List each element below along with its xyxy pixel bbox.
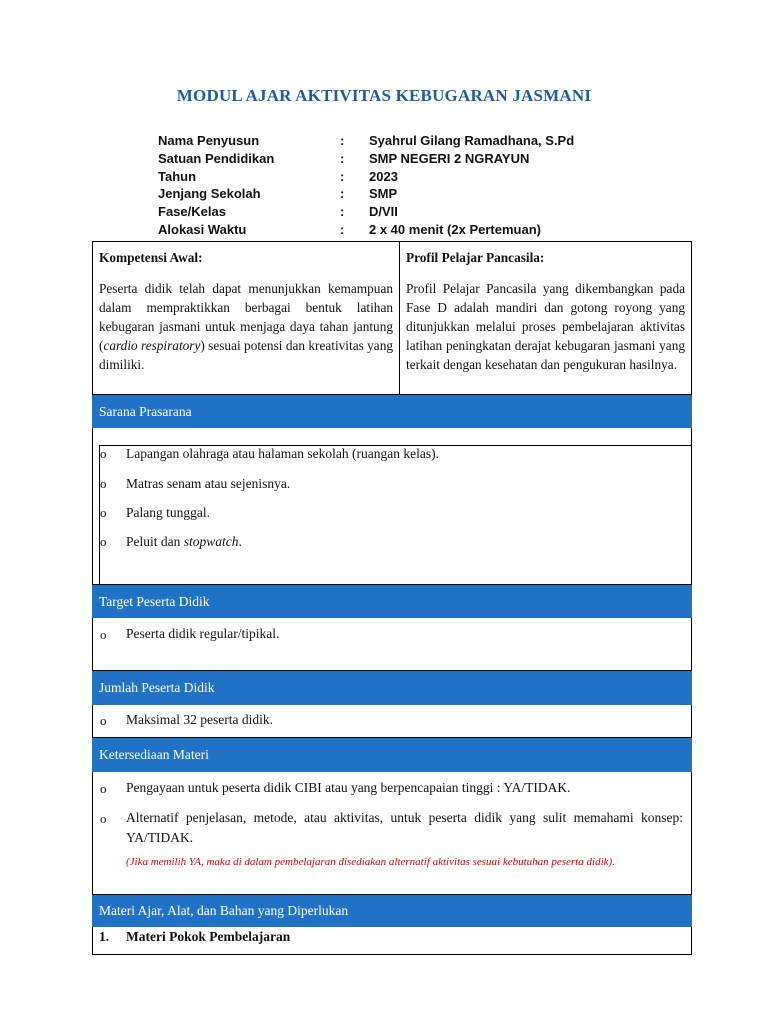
meta-label: Satuan Pendidikan xyxy=(158,150,275,166)
kompetensi-awal-cell xyxy=(92,241,400,395)
kompetensi-text-end: ) sesuai potensi dan kreativitas yang dimiliki. xyxy=(99,338,393,372)
bullet: o xyxy=(100,446,107,461)
kompetensi-text-start: Peserta didik telah dapat menunjukkan kemampuan dalam mempraktikkan berbagai bentuk latihan kebugaran jasmani untuk menjaga daya tahan jantung ( xyxy=(99,281,393,353)
meta-row-penyusun xyxy=(158,132,618,150)
sarana-section xyxy=(92,428,692,585)
materi-section xyxy=(92,927,692,955)
meta-value: SMP NEGERI 2 NGRAYUN xyxy=(369,150,530,166)
section-header-materi: Materi Ajar, Alat, dan Bahan yang Diperlukan xyxy=(92,895,692,927)
item-text: Peluit dan xyxy=(126,534,184,549)
list-item: Maksimal 32 peserta didik. xyxy=(126,712,273,727)
list-item xyxy=(126,532,683,552)
meta-value: Syahrul Gilang Ramadhana, S.Pd xyxy=(369,133,575,148)
meta-value: 2 x 40 menit (2x Pertemuan) xyxy=(369,221,541,237)
profil-heading: Profil Pelajar Pancasila: xyxy=(406,250,545,265)
meta-label: Fase/Kelas xyxy=(158,204,226,220)
list-item: Peserta didik regular/tipikal. xyxy=(126,626,280,641)
list-item: Lapangan olahraga atau halaman sekolah (ruangan kelas). xyxy=(126,446,439,461)
bullet: o xyxy=(100,505,107,520)
meta-colon: : xyxy=(340,221,345,237)
meta-label: Nama Penyusun xyxy=(158,133,260,148)
section-header-target: Target Peserta Didik xyxy=(92,585,692,618)
meta-value: SMP xyxy=(369,186,398,202)
profil-text: Profil Pelajar Pancasila yang dikembangkan pada Fase D adalah mandiri dan gotong royong yang ditunjukkan melalui proses pembelajaran aktivitas latihan peningkatan derajat kebugaran jasmani yang terkait dengan kesehatan dan pengukuran hasilnya. xyxy=(406,281,685,372)
kompetensi-heading: Kompetensi Awal: xyxy=(99,250,203,265)
meta-colon: : xyxy=(340,168,345,184)
bullet: o xyxy=(100,476,107,491)
kompetensi-text xyxy=(99,279,393,374)
meta-label: Alokasi Waktu xyxy=(158,221,247,237)
list-item: Pengayaan untuk peserta didik CIBI atau yang berpencapaian tinggi : YA/TIDAK. xyxy=(126,780,571,795)
item-text-italic: stopwatch xyxy=(183,534,239,549)
bullet: o xyxy=(100,534,107,549)
selection-note: (Jika memilih YA, maka di dalam pembelajaran disediakan alternatif aktivitas sesuai kebutuhan peserta didik). xyxy=(126,856,615,868)
bullet: o xyxy=(100,627,107,642)
meta-label: Tahun xyxy=(158,168,197,184)
profil-pancasila-cell xyxy=(399,241,692,395)
list-item: Palang tunggal. xyxy=(126,505,210,520)
meta-colon: : xyxy=(340,150,345,166)
meta-row-satuan xyxy=(158,150,618,168)
list-item: Matras senam atau sejenisnya. xyxy=(126,476,291,491)
meta-label: Jenjang Sekolah xyxy=(158,186,261,202)
bullet: o xyxy=(100,713,107,728)
meta-value: 2023 xyxy=(369,168,398,184)
meta-value: D/VII xyxy=(369,204,398,220)
section-header-ketersediaan: Ketersediaan Materi xyxy=(92,738,692,772)
target-section xyxy=(92,618,692,671)
meta-row-alokasi xyxy=(158,221,618,239)
ketersediaan-section xyxy=(92,772,692,895)
section-header-jumlah: Jumlah Peserta Didik xyxy=(92,671,692,705)
section-header-sarana: Sarana Prasarana xyxy=(92,395,692,428)
list-item: Alternatif penjelasan, metode, atau aktivitas, untuk peserta didik yang sulit memahami konsep: YA/TIDAK. xyxy=(126,810,683,845)
document-title: MODUL AJAR AKTIVITAS KEBUGARAN JASMANI xyxy=(176,86,592,105)
meta-row-tahun xyxy=(158,168,618,186)
jumlah-section xyxy=(92,705,692,738)
identity-table xyxy=(158,132,618,239)
meta-colon: : xyxy=(340,133,345,148)
meta-row-fase xyxy=(158,203,618,221)
bullet: o xyxy=(100,811,107,826)
kompetensi-text-italic: cardio respiratory xyxy=(103,338,201,353)
item-text-end: . xyxy=(238,534,242,549)
meta-colon: : xyxy=(340,186,345,202)
sub-heading: Materi Pokok Pembelajaran xyxy=(126,929,291,944)
meta-row-jenjang xyxy=(158,185,618,203)
bullet: o xyxy=(100,781,107,796)
sub-number: 1. xyxy=(99,929,110,944)
meta-colon: : xyxy=(340,204,345,220)
